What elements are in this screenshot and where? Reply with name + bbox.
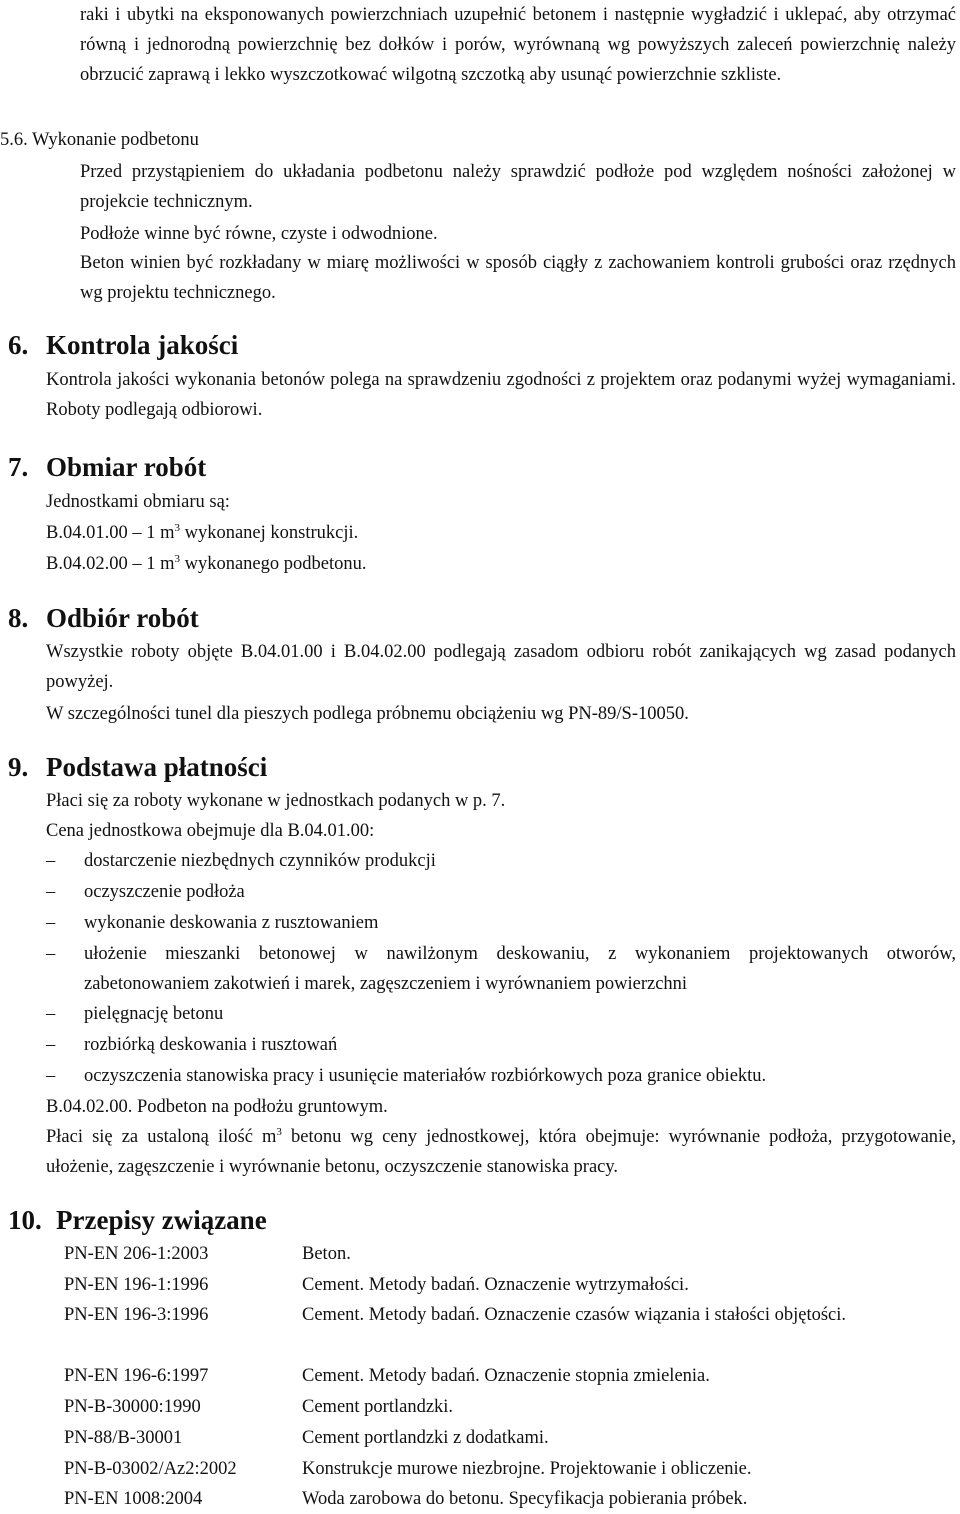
s56-paragraph-3: Beton winien być rozkładany w miarę możliwości w sposób ciągły z zachowaniem kontroli grubości oraz rzędnych wg projektu technicznego. — [80, 253, 956, 303]
section-number: 6. — [8, 330, 29, 360]
s9-paragraph-2: Cena jednostkowa obejmuje dla B.04.01.00: — [46, 821, 375, 841]
section-number: 7. — [8, 452, 29, 482]
unit-code-text: B.04.01.00 – 1 m — [46, 523, 175, 543]
list-item-text: ułożenie mieszanki betonowej w nawilżonym deskowaniu, z wykonaniem projektowanych otworów, zabetonowaniem zakotwień i marek, zagęszczeniem i wyrównaniem powierzchni — [84, 944, 956, 994]
standard-code: PN-B-30000:1990 — [64, 1397, 201, 1417]
dash-bullet: – — [46, 851, 56, 871]
standard-description: Cement. Metody badań. Oznaczenie stopnia zmielenia. — [302, 1366, 710, 1386]
list-item-text: rozbiórką deskowania i rusztowań — [84, 1035, 338, 1055]
section-title: Przepisy związane — [56, 1205, 267, 1235]
intro-paragraph: raki i ubytki na eksponowanych powierzchniach uzupełnić betonem i następnie wygładzić i uklepać, aby otrzymać równą i jednorodną powierzchnię bez dołków i porów, wyrównaną wg powyższych zaleceń powierzchnię należy obrzucić zaprawą i lekko wyszczotkować wilgotną szczotką aby usunąć powierzchnie szkliste. — [80, 5, 956, 85]
dash-bullet: – — [46, 1035, 56, 1055]
section-heading-8 — [8, 601, 199, 635]
list-item-text: oczyszczenie podłoża — [84, 882, 245, 902]
dash-bullet: – — [46, 1066, 56, 1086]
section-number: 9. — [8, 752, 29, 782]
s9-paragraph-4 — [46, 1122, 956, 1182]
section-title: Podstawa płatności — [46, 752, 268, 782]
section-number: 8. — [8, 603, 29, 633]
s56-paragraph-2: Podłoże winne być równe, czyste i odwodnione. — [80, 224, 438, 244]
section-heading-6 — [8, 328, 238, 362]
section-title: Kontrola jakości — [46, 330, 239, 360]
list-item-text: pielęgnację betonu — [84, 1004, 224, 1024]
dash-bullet: – — [46, 882, 56, 902]
subsection-title-5-6: 5.6. Wykonanie podbetonu — [0, 130, 199, 150]
standard-code: PN-EN 196-3:1996 — [64, 1305, 209, 1325]
unit-code-text: B.04.02.00 – 1 m — [46, 554, 175, 574]
superscript: 3 — [276, 1126, 282, 1138]
text-run: Płaci się za ustaloną ilość m — [46, 1127, 277, 1147]
s7-unit-line-2 — [46, 549, 367, 579]
s9-paragraph-1: Płaci się za roboty wykonane w jednostkach podanych w p. 7. — [46, 791, 506, 811]
list-item-text: wykonanie deskowania z rusztowaniem — [84, 913, 379, 933]
section-title: Odbiór robót — [46, 603, 199, 633]
unit-desc-text: wykonanego podbetonu. — [179, 554, 367, 574]
standard-code: PN-EN 196-6:1997 — [64, 1366, 209, 1386]
standard-code: PN-EN 206-1:2003 — [64, 1244, 209, 1264]
standard-code: PN-EN 1008:2004 — [64, 1489, 203, 1509]
s8-paragraph-1: Wszystkie roboty objęte B.04.01.00 i B.04.02.00 podlegają zasadom odbioru robót zanikających wg zasad podanych powyżej. — [46, 642, 956, 692]
dash-bullet: – — [46, 913, 56, 933]
standard-description: Cement portlandzki. — [302, 1397, 454, 1417]
standard-code: PN-EN 196-1:1996 — [64, 1275, 209, 1295]
section-number: 10. — [8, 1205, 42, 1235]
superscript: 3 — [174, 522, 180, 534]
s7-intro: Jednostkami obmiaru są: — [46, 492, 230, 512]
section-heading-10 — [8, 1203, 267, 1237]
s9-paragraph-3: B.04.02.00. Podbeton na podłożu gruntowym. — [46, 1097, 388, 1117]
standard-code: PN-B-03002/Az2:2002 — [64, 1459, 237, 1479]
s56-paragraph-1: Przed przystąpieniem do układania podbetonu należy sprawdzić podłoże pod względem nośności założonej w projekcie technicznym. — [80, 162, 956, 212]
s8-paragraph-2: W szczególności tunel dla pieszych podlega próbnemu obciążeniu wg PN-89/S-10050. — [46, 704, 689, 724]
list-item-text: oczyszczenia stanowiska pracy i usunięcie materiałów rozbiórkowych poza granice obiektu. — [84, 1066, 767, 1086]
unit-desc-text: wykonanej konstrukcji. — [179, 523, 359, 543]
s7-unit-line-1 — [46, 518, 358, 548]
superscript: 3 — [174, 553, 180, 565]
standard-description: Konstrukcje murowe niezbrojne. Projektowanie i obliczenie. — [302, 1459, 752, 1479]
dash-bullet: – — [46, 944, 56, 964]
standard-description: Cement. Metody badań. Oznaczenie czasów wiązania i stałości objętości. — [302, 1305, 847, 1325]
list-item-text: dostarczenie niezbędnych czynników produkcji — [84, 851, 436, 871]
s6-paragraph-1: Kontrola jakości wykonania betonów polega na sprawdzeniu zgodności z projektem oraz podanymi wyżej wymaganiami. Roboty podlegają odbiorowi. — [46, 370, 956, 420]
standard-description: Woda zarobowa do betonu. Specyfikacja pobierania próbek. — [302, 1489, 748, 1509]
section-heading-7 — [8, 450, 206, 484]
standard-description: Beton. — [302, 1244, 351, 1264]
standard-description: Cement portlandzki z dodatkami. — [302, 1428, 549, 1448]
section-title: Obmiar robót — [46, 452, 207, 482]
dash-bullet: – — [46, 1004, 56, 1024]
standard-description: Cement. Metody badań. Oznaczenie wytrzymałości. — [302, 1275, 689, 1295]
section-heading-9 — [8, 750, 267, 784]
text-run: betonu wg ceny jednostkowej, która obejmuje: wyrównanie podłoża, przygotowanie, ułożenie, zagęszczenie i wyrównanie betonu, oczyszczenie stanowiska pracy. — [46, 1127, 957, 1177]
standard-code: PN-88/B-30001 — [64, 1428, 183, 1448]
